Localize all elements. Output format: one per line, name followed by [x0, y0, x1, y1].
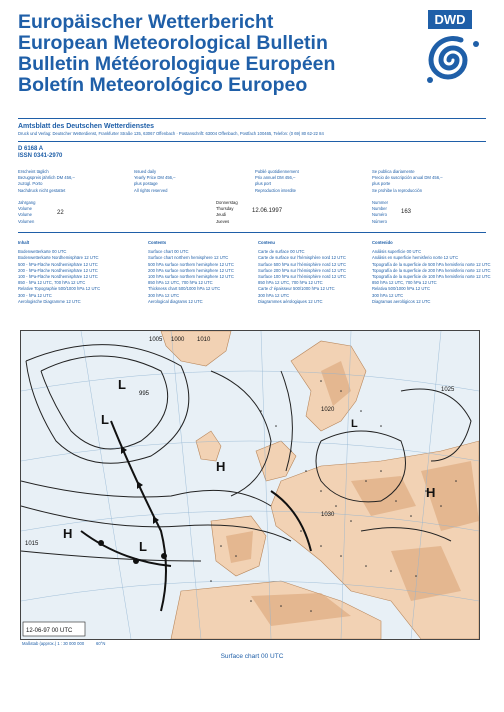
svg-text:1000: 1000	[171, 337, 185, 343]
pricing-english: Issued daily Yearly Price DM 456,– plus postage All rights reserved	[134, 169, 176, 193]
map-scale: Maßstab (approx.) 1 : 30 000 000	[22, 641, 85, 646]
high-centre: H	[216, 459, 226, 474]
pricing-french: Publié quotidiennement Prix annuel DM 456,– plus port Reproduction interdite	[255, 169, 299, 193]
low-centre: L	[118, 377, 126, 392]
surface-chart-svg	[21, 331, 479, 639]
svg-text:1020: 1020	[321, 407, 335, 413]
svg-text:1030: 1030	[321, 512, 335, 518]
map-date-stamp: 12-06-97 00 UTC	[26, 628, 73, 634]
pricing-spanish: Se publica diariamente Precio de suscripción anual DM 456,– plus porte Se prohibe la reproducción	[372, 169, 443, 193]
high-centre: H	[426, 485, 436, 500]
contents-spanish: Contenido Análisis superficie 00 UTC Análisis en superficie hemisferio norte 12 UTC Topografía de la superficie de 500 hPa hemisferio norte 12 UTC Topografía de la superficie de 200 hPa hemisferio norte 12 UTC Topografía de la superficie de 100 hPa hemisferio norte 12 UTC 850 hPa 12 UTC, 700 hPa 12 UTC Relativa 500/1000 hPa 12 UTC 300 hPa 12 UTC Diagramas aerológicos 12 UTC	[372, 240, 491, 304]
address-rule	[18, 141, 486, 142]
contents-rule	[18, 232, 486, 233]
surface-chart	[20, 330, 480, 640]
header-rule	[18, 118, 486, 119]
title-spanish: Boletín Meteorológico Europeo	[18, 74, 308, 96]
title-french: Bulletin Météorologique Européen	[18, 53, 336, 75]
publisher-heading: Amtsblatt des Deutschen Wetterdienstes	[18, 123, 155, 130]
dwd-logo	[418, 10, 488, 92]
svg-text:DWD: DWD	[434, 12, 466, 27]
low-centre: L	[101, 412, 109, 427]
svg-text:1025: 1025	[441, 387, 455, 393]
publisher-address: Druck und Verlag: Deutscher Wetterdienst, Frankfurter Straße 135, 63067 Offenbach · Postanschrift: 63004 Offenbach, Postfach 100465, Telefon: (0 69) 80 62-22 84	[18, 131, 324, 136]
svg-text:995: 995	[139, 391, 150, 397]
contents-french: Contenu Carte de surface 00 UTC Carte de surface sur l'hémisphère nord 12 UTC Surface 500 hPa sur l'hémisphère nord 12 UTC Surface 200 hPa sur l'hémisphère nord 12 UTC Surface 100 hPa sur l'hémisphère nord 12 UTC 850 hPa 12 UTC, 700 hPa 12 UTC Carte d' épaisseur 500/1000 hPa 12 UTC 300 hPa 12 UTC Diagrammes aérologiques 12 UTC	[258, 240, 347, 304]
chart-caption: Surface chart 00 UTC	[220, 653, 284, 660]
number-labels: Nummer Number Numéro Número	[372, 200, 389, 224]
issue-date: 12.06.1997	[252, 208, 283, 214]
contents-heading: Contenu	[258, 240, 275, 245]
dwd-spiral-logo-icon	[427, 38, 479, 83]
low-centre: L	[139, 539, 147, 554]
number-value: 163	[401, 209, 412, 215]
weekday-labels: Donnerstag Thursday Jeudi Jueves	[216, 200, 238, 224]
svg-text:1005: 1005	[149, 337, 163, 343]
map-latitude: 60°N	[96, 641, 106, 646]
title-german: Europäischer Wetterbericht	[18, 11, 274, 33]
high-centre: H	[63, 526, 73, 541]
svg-text:1015: 1015	[25, 541, 39, 547]
pricing-german: Erscheint täglich Bezugspreis jährlich DM 456,– zuzügl. Porto Nachdruck nicht gestattet	[18, 169, 75, 193]
contents-heading: Contents	[148, 240, 167, 245]
publication-id: D 6168 A	[18, 146, 44, 152]
issn: ISSN 0341-2970	[18, 153, 63, 159]
contents-german: Inhalt Bodenwetterkarte 00 UTC Bodenwetterkarte Nordhemisphäre 12 UTC 500 - hPa-Fläche Nordhemisphäre 12 UTC 200 - hPa-Fläche Nordhemisphäre 12 UTC 100 - hPa-Fläche Nordhemisphäre 12 UTC 850 - hPa 12 UTC, 700 hPa 12 UTC Relative Topographie 500/1000 hPa 12 UTC 300 - hPa 12 UTC Aerologische Diagramme 12 UTC	[18, 240, 101, 304]
contents-heading: Contenido	[372, 240, 393, 245]
contents-heading: Inhalt	[18, 240, 30, 245]
svg-text:1010: 1010	[197, 337, 211, 343]
contents-english: Contents Surface chart 00 UTC Surface chart northern hemisphere 12 UTC 500 hPa surface northern hemisphere 12 UTC 200 hPa surface northern hemisphere 12 UTC 100 hPa surface northern hemisphere 12 UTC 850 hPa 12 UTC, 700 hPa 12 UTC Thickness chart 500/1000 hPa 12 UTC 300 hPa 12 UTC Aerological diagrams 12 UTC	[148, 240, 234, 304]
title-english: European Meteorological Bulletin	[18, 32, 328, 54]
volume-labels: Jahrgang Volume Volume Volumen	[18, 200, 36, 224]
volume-value: 22	[57, 210, 64, 216]
low-centre: L	[351, 418, 358, 430]
